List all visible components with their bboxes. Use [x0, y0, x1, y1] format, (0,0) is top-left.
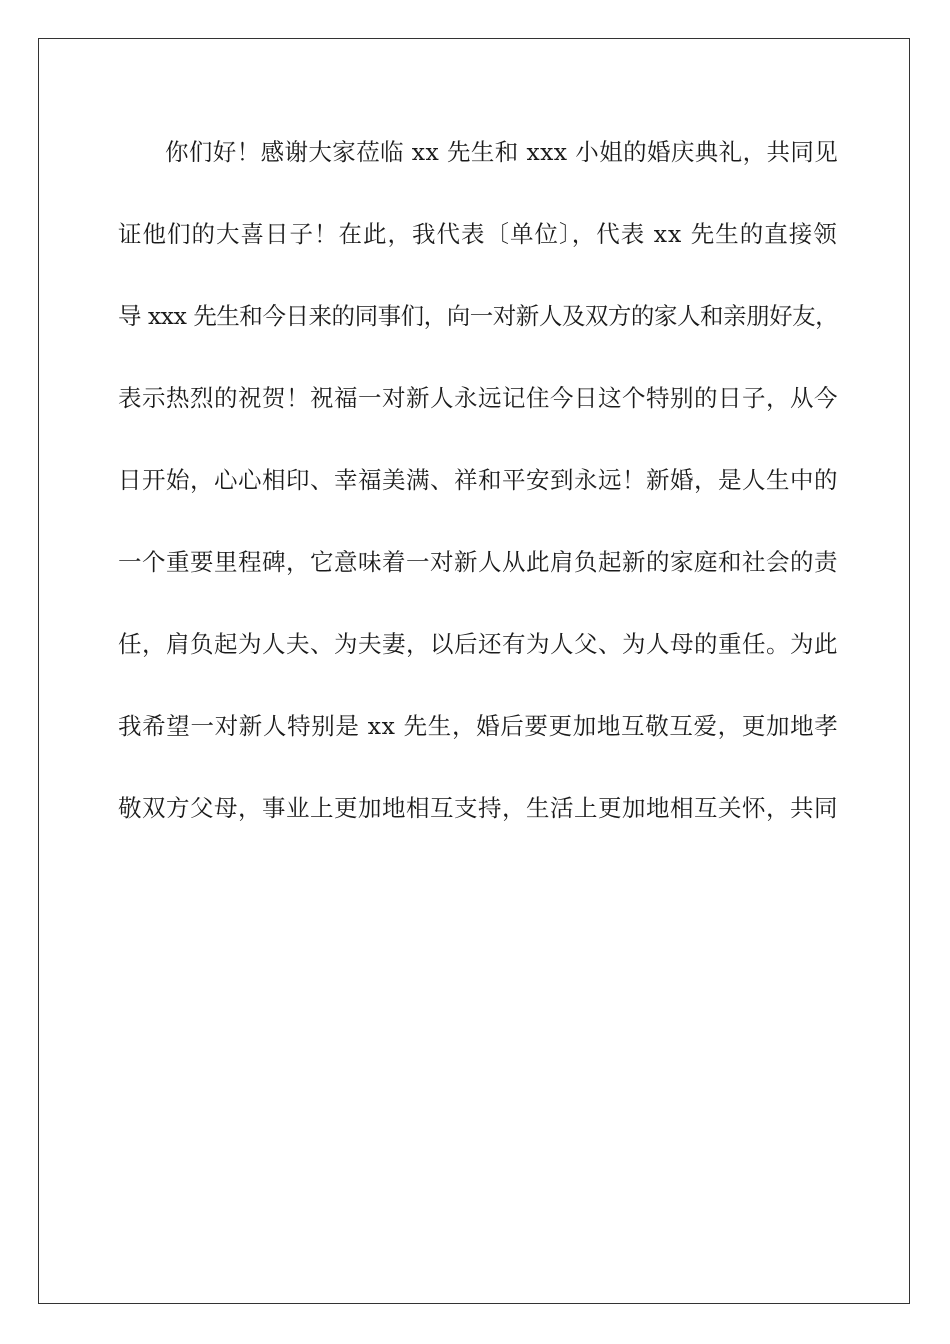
- paragraph-line-8: 我希望一对新人特别是 xx 先生，婚后要更加地互敬互爱，更加地孝: [118, 712, 839, 740]
- paragraph-line-6: 一个重要里程碑，它意味着一对新人从此肩负起新的家庭和社会的责: [118, 548, 838, 576]
- paragraph-line-1: 你们好！感谢大家莅临 xx 先生和 xxx 小姐的婚庆典礼，共同见: [165, 138, 839, 166]
- paragraph-line-5: 日开始，心心相印、幸福美满、祥和平安到永远！新婚，是人生中的: [118, 466, 838, 494]
- paragraph-line-9: 敬双方父母，事业上更加地相互支持，生活上更加地相互关怀，共同: [118, 794, 838, 822]
- paragraph-line-2: 证他们的大喜日子！在此，我代表〔单位〕，代表 xx 先生的直接领: [118, 220, 838, 248]
- paragraph-line-7: 任，肩负起为人夫、为夫妻，以后还有为人父、为人母的重任。为此: [118, 630, 838, 658]
- paragraph-line-3: 导 xxx 先生和今日来的同事们，向一对新人及双方的家人和亲朋好友，: [118, 302, 839, 330]
- paragraph-line-4: 表示热烈的祝贺！祝福一对新人永远记住今日这个特别的日子，从今: [118, 384, 838, 412]
- speech-paragraph: [118, 124, 838, 862]
